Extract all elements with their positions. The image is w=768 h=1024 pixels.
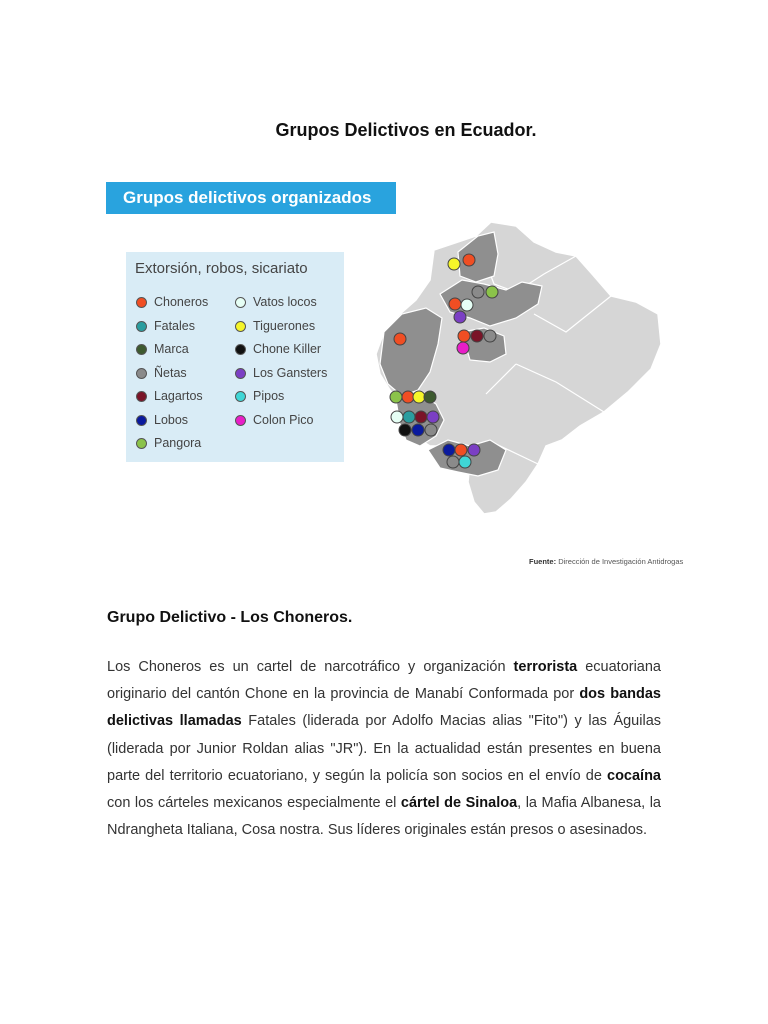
marker-fatales [403, 411, 415, 423]
legend-item-los-gansters: Los Gansters [235, 366, 327, 380]
marker-pipos [459, 456, 471, 468]
legend-item-pipos: Pipos [235, 389, 284, 403]
legend-dot-icon [136, 368, 147, 379]
legend-item-fatales: Fatales [136, 319, 195, 333]
marker-netas [447, 456, 459, 468]
marker-colon-pico [457, 342, 469, 354]
legend-item-colon-pico: Colon Pico [235, 413, 313, 427]
legend-dot-icon [136, 344, 147, 355]
legend-dot-icon [235, 297, 246, 308]
legend-dot-icon [136, 415, 147, 426]
marker-choneros [455, 444, 467, 456]
legend-dot-icon [136, 438, 147, 449]
marker-los-gansters [454, 311, 466, 323]
marker-vatos-locos [391, 411, 403, 423]
legend-dot-icon [136, 321, 147, 332]
marker-netas [472, 286, 484, 298]
marker-choneros [394, 333, 406, 345]
marker-los-gansters [468, 444, 480, 456]
marker-choneros [463, 254, 475, 266]
legend-item-pangora: Pangora [136, 436, 201, 450]
legend-dot-icon [235, 321, 246, 332]
marker-netas [484, 330, 496, 342]
marker-lagartos [415, 411, 427, 423]
figure-banner: Grupos delictivos organizados [106, 182, 396, 214]
legend-item-lobos: Lobos [136, 413, 188, 427]
legend-dot-icon [235, 344, 246, 355]
legend-dot-icon [235, 368, 246, 379]
marker-choneros [402, 391, 414, 403]
marker-lobos [412, 424, 424, 436]
marker-lobos [443, 444, 455, 456]
criminal-groups-figure [106, 180, 686, 570]
section-paragraph: Los Choneros es un cartel de narcotráfico y organización terrorista ecuatoriana originario del cantón Chone en la provincia de Manabí Conformada por dos bandas delictivas llamadas Fatales (liderada por Adolfo Macias alias "Fito") y las Águilas (liderada por Junior Roldan alias "JR"). En la actualidad están presentes en buena parte del territorio ecuatoriano, y según la policía son socios en el envío de cocaína con los cárteles mexicanos especialmente el cártel de Sinaloa, la Mafia Albanesa, la Ndrangheta Italiana, Cosa nostra. Sus líderes originales están presos o asesinados. [107, 659, 662, 839]
legend-box [126, 252, 344, 462]
marker-vatos-locos [461, 299, 473, 311]
section-title: Grupo Delictivo - Los Choneros. [107, 609, 353, 626]
legend-title: Extorsión, robos, sicariato [135, 260, 308, 277]
marker-chone-killer [399, 424, 411, 436]
marker-choneros [458, 330, 470, 342]
marker-netas [425, 424, 437, 436]
source-note: Fuente: Dirección de Investigación Antidrogas [529, 557, 684, 566]
legend-item-marca: Marca [136, 342, 189, 356]
legend-item-netas: Ñetas [136, 366, 187, 380]
legend-dot-icon [136, 391, 147, 402]
legend-item-chone-killer: Chone Killer [235, 342, 321, 356]
document-title: Grupos Delictivos en Ecuador. [275, 120, 537, 140]
legend-item-vatos-locos: Vatos locos [235, 295, 317, 309]
marker-pangora [486, 286, 498, 298]
marker-lagartos [471, 330, 483, 342]
legend-dot-icon [136, 297, 147, 308]
ecuador-map [366, 214, 666, 539]
marker-choneros [449, 298, 461, 310]
marker-los-gansters [427, 411, 439, 423]
legend-dot-icon [235, 415, 246, 426]
marker-tiguerones [448, 258, 460, 270]
legend-item-lagartos: Lagartos [136, 389, 203, 403]
marker-pangora [390, 391, 402, 403]
legend-item-choneros: Choneros [136, 295, 208, 309]
legend-item-tiguerones: Tiguerones [235, 319, 315, 333]
marker-marca [424, 391, 436, 403]
legend-dot-icon [235, 391, 246, 402]
marker-tiguerones [413, 391, 425, 403]
